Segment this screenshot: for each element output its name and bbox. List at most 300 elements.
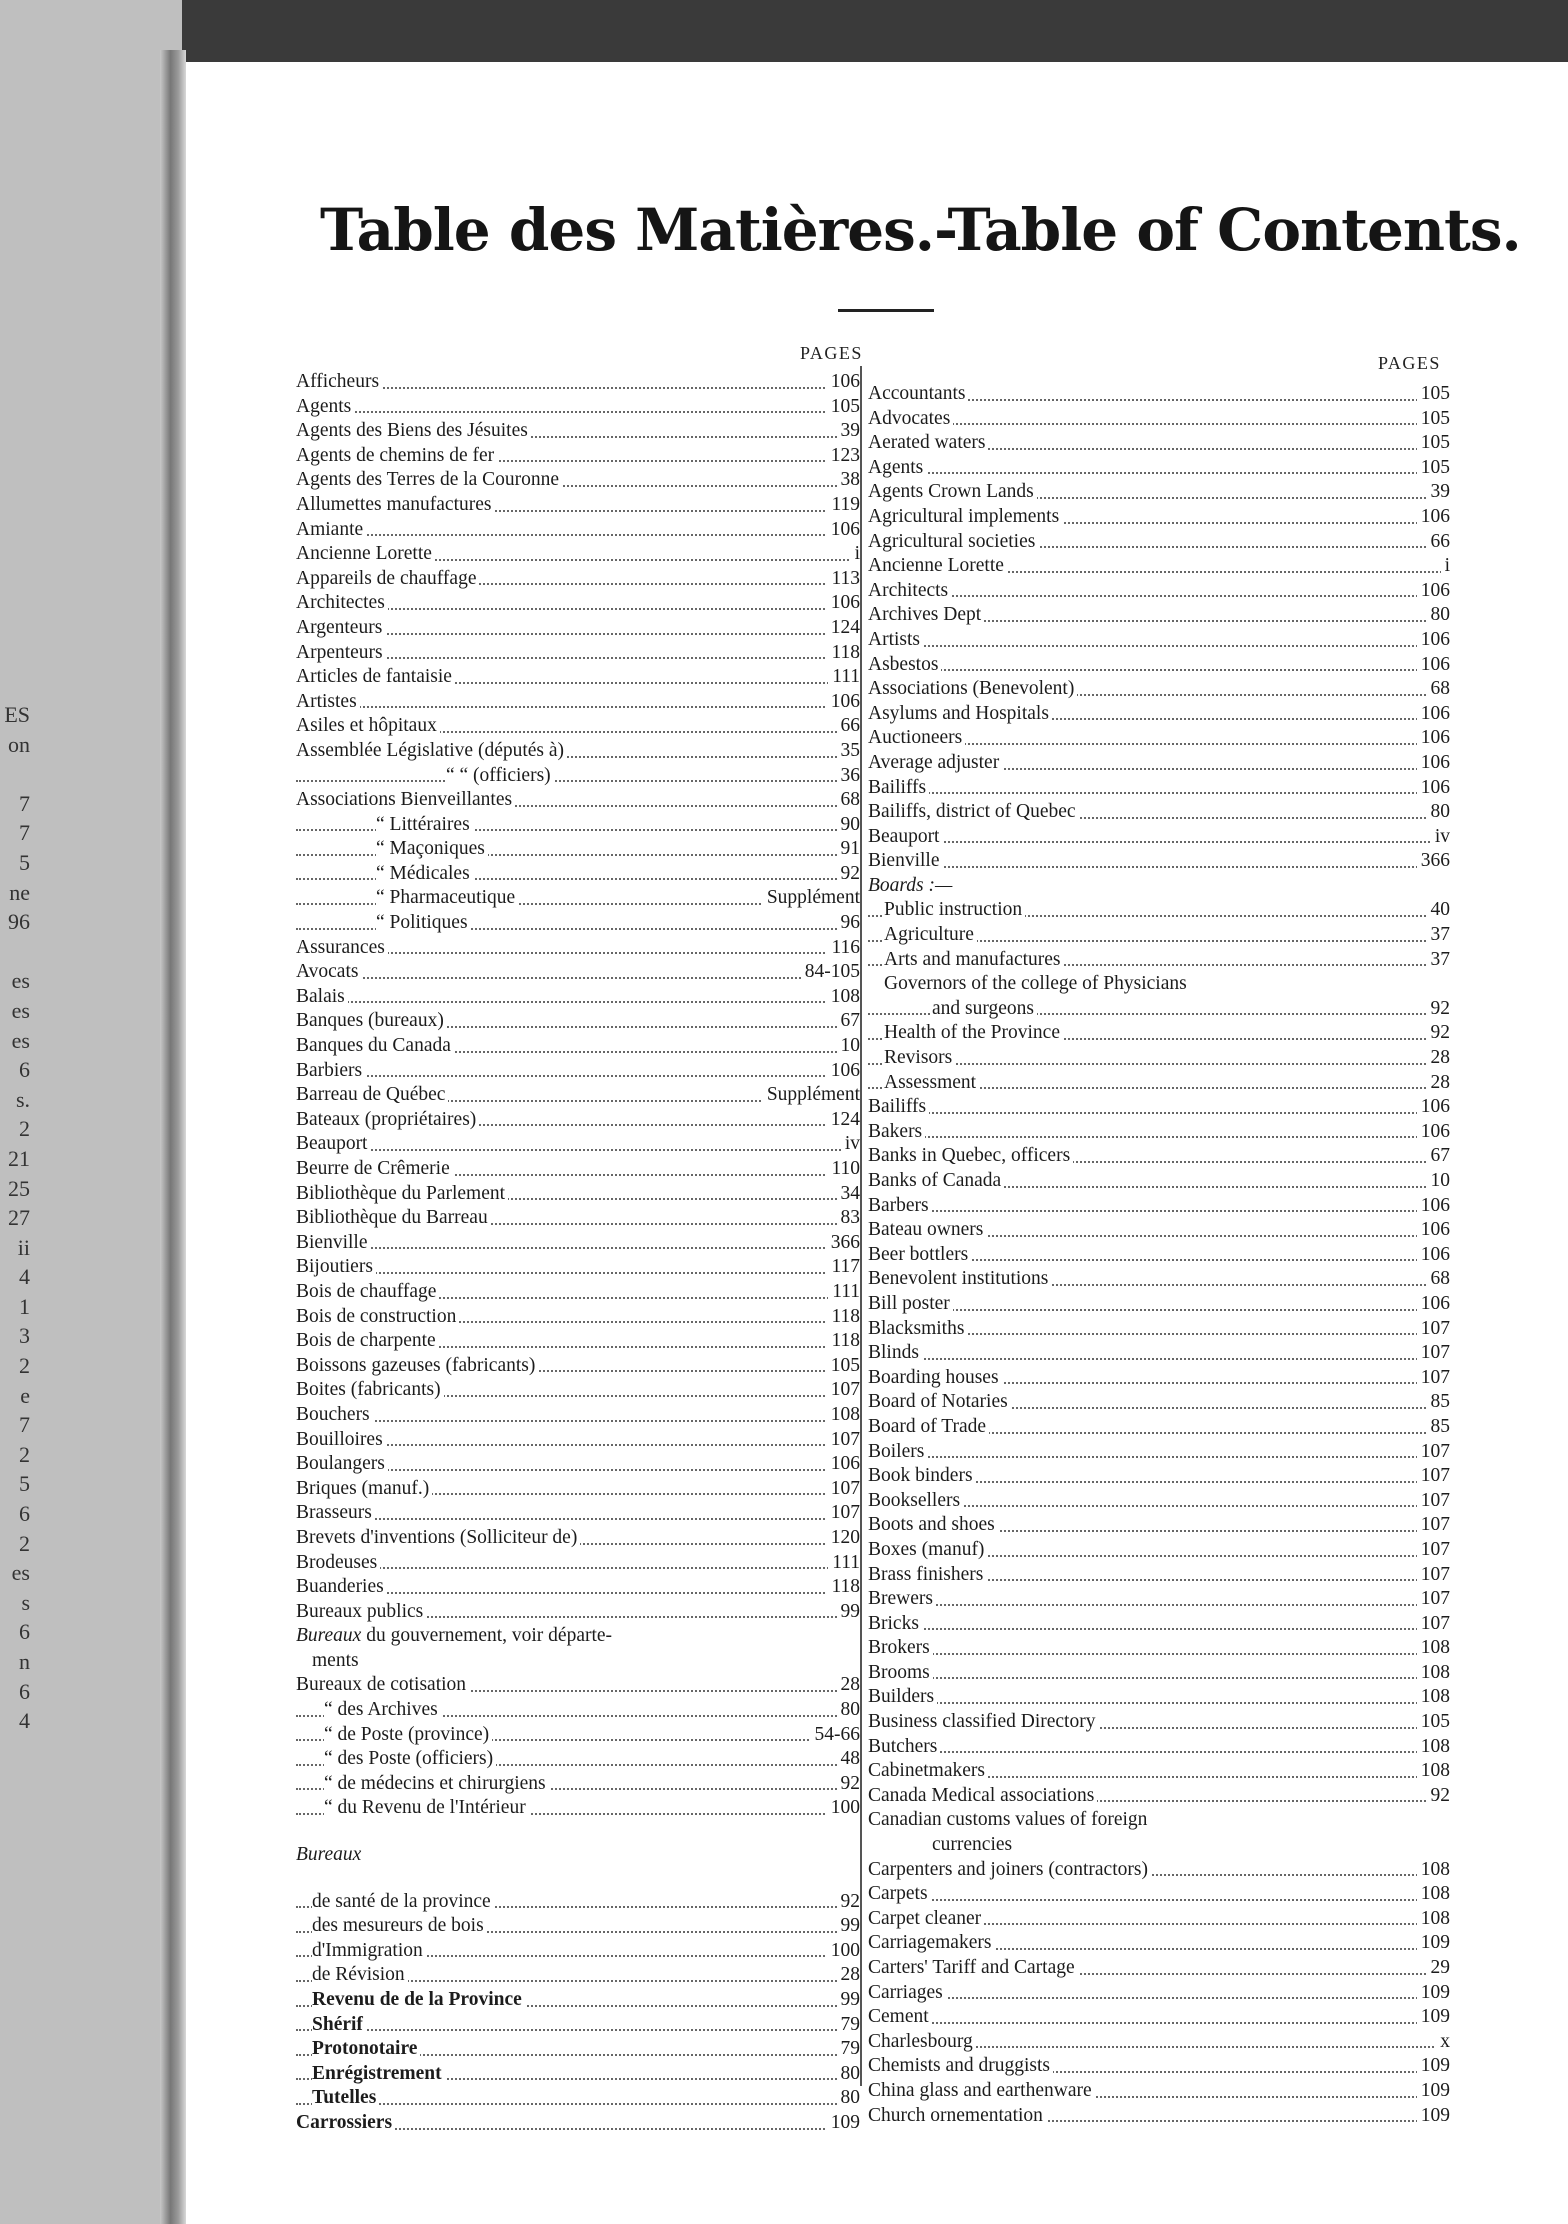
toc-entry xyxy=(296,493,860,518)
entry-label: Bijoutiers xyxy=(296,1256,376,1277)
toc-entry xyxy=(296,1988,860,2013)
toc-entry xyxy=(868,1464,1450,1489)
toc-entry xyxy=(296,1723,860,1748)
dot-leader xyxy=(868,1604,1450,1606)
entry-page: x xyxy=(1436,2030,1450,2055)
entry-label: Health of the Province xyxy=(884,1022,1063,1043)
entry-label: Blinds xyxy=(868,1342,922,1363)
toc-entry xyxy=(296,567,860,592)
entry-label: de Révision xyxy=(312,1964,408,1985)
entry-label: Agents des Biens des Jésuites xyxy=(296,420,531,441)
entry-label: Protonotaire xyxy=(312,2038,420,2059)
entry-label: Bureaux publics xyxy=(296,1601,426,1622)
toc-entry xyxy=(868,1538,1450,1563)
entry-label: Booksellers xyxy=(868,1490,963,1511)
facing-page-fragment: ES xyxy=(4,702,30,727)
entry-page: 109 xyxy=(827,2111,860,2136)
entry-page: 106 xyxy=(1417,505,1450,530)
dot-leader xyxy=(296,1001,860,1003)
entry-label: Bienville xyxy=(296,1232,371,1253)
entry-page: 105 xyxy=(1417,1710,1450,1735)
dot-leader xyxy=(296,1567,860,1569)
entry-label: Business classified Directory xyxy=(868,1711,1098,1732)
dot-leader xyxy=(868,1653,1450,1655)
toc-entry xyxy=(868,1071,1450,1096)
entry-label: Bienville xyxy=(868,850,943,871)
entry-label: Bois de charpente xyxy=(296,1330,439,1351)
dot-leader xyxy=(296,1272,860,1274)
toc-entry xyxy=(296,1526,860,1551)
entry-page: 99 xyxy=(837,1600,861,1625)
entry-label: de santé de la province xyxy=(312,1891,494,1912)
entry-label: Carrossiers xyxy=(296,2112,395,2133)
toc-entry xyxy=(868,407,1450,432)
toc-entry xyxy=(868,726,1450,751)
entry-label: Boots and shoes xyxy=(868,1514,998,1535)
dot-leader xyxy=(868,1997,1450,1999)
dot-leader xyxy=(868,423,1450,425)
entry-page: 106 xyxy=(1417,776,1450,801)
toc-entry xyxy=(868,1194,1450,1219)
toc-entry xyxy=(296,1157,860,1182)
entry-label: Charlesbourg xyxy=(868,2031,976,2052)
toc-entry xyxy=(868,1243,1450,1268)
entry-page: i xyxy=(1441,554,1450,579)
entry-label: Auctioneers xyxy=(868,727,965,748)
entry-page: 120 xyxy=(827,1526,860,1551)
entry-label: Chemists and druggists xyxy=(868,2055,1053,2076)
toc-entry xyxy=(296,1206,860,1231)
entry-page: 10 xyxy=(837,1034,861,1059)
facing-page-fragment: 4 xyxy=(19,1264,30,1290)
entry-page: 54-66 xyxy=(811,1723,861,1748)
toc-entry xyxy=(296,1575,860,1600)
toc-entry xyxy=(868,1735,1450,1760)
entry-page: 107 xyxy=(1417,1612,1450,1637)
entry-label: “ de médecins et chirurgiens xyxy=(324,1773,549,1794)
dot-leader xyxy=(296,1420,860,1422)
entry-page: 84-105 xyxy=(801,960,860,985)
entry-page: 83 xyxy=(837,1206,861,1231)
entry-page: 106 xyxy=(1417,579,1450,604)
dot-leader xyxy=(296,411,860,413)
toc-entry xyxy=(868,874,1450,899)
entry-page: 109 xyxy=(1417,2079,1450,2104)
entry-label: Banques (bureaux) xyxy=(296,1010,447,1031)
entry-label: Balais xyxy=(296,986,348,1007)
entry-page: 107 xyxy=(1417,1317,1450,1342)
entry-page: 107 xyxy=(827,1477,860,1502)
dot-leader xyxy=(868,645,1450,647)
toc-entry xyxy=(868,456,1450,481)
toc-entry xyxy=(868,1292,1450,1317)
facing-page-fragment: es xyxy=(11,997,30,1023)
entry-label: Arpenteurs xyxy=(296,642,386,663)
facing-page-edge xyxy=(0,0,182,2224)
entry-page: 119 xyxy=(827,493,860,518)
entry-page: 123 xyxy=(827,444,860,469)
entry-page: 106 xyxy=(1417,751,1450,776)
entry-page: 29 xyxy=(1427,1956,1451,1981)
toc-entry xyxy=(296,739,860,764)
entry-page: 37 xyxy=(1427,923,1451,948)
facing-page-fragment: 4 xyxy=(19,1708,30,1734)
entry-page: 79 xyxy=(837,2013,861,2038)
entry-label: Assemblée Législative (députés à) xyxy=(296,740,567,761)
entry-page: 100 xyxy=(827,1796,860,1821)
toc-entry xyxy=(868,1218,1450,1243)
toc-entry xyxy=(868,1759,1450,1784)
entry-label: Board of Trade xyxy=(868,1416,989,1437)
entry-page: 111 xyxy=(828,1280,860,1305)
toc-entry xyxy=(296,419,860,444)
dot-leader xyxy=(868,595,1450,597)
facing-page-fragment: es xyxy=(11,1027,30,1053)
entry-page: 96 xyxy=(837,911,861,936)
entry-page: 80 xyxy=(1427,603,1451,628)
entry-label: Advocates xyxy=(868,408,953,429)
toc-entry xyxy=(296,1843,860,1868)
entry-label: Agents de chemins de fer xyxy=(296,445,497,466)
toc-entry xyxy=(868,849,1450,874)
entry-page: 28 xyxy=(1427,1071,1451,1096)
facing-page-fragment: 6 xyxy=(19,1619,30,1645)
toc-entry xyxy=(296,690,860,715)
entry-label: Revisors xyxy=(884,1047,955,1068)
toc-entry xyxy=(868,1440,1450,1465)
dot-leader xyxy=(868,1063,1450,1065)
left-column-french-entries xyxy=(296,370,860,2136)
entry-page: 105 xyxy=(1417,407,1450,432)
toc-entry xyxy=(868,972,1450,997)
toc-entry xyxy=(296,1772,860,1797)
entry-label: Boulangers xyxy=(296,1453,388,1474)
entry-label: China glass and earthenware xyxy=(868,2080,1095,2101)
facing-page-fragment: 2 xyxy=(19,1353,30,1379)
facing-page-fragment: 5 xyxy=(19,849,30,875)
entry-label: “ “ (officiers) xyxy=(446,765,554,786)
entry-page: 66 xyxy=(1427,530,1451,555)
entry-label: “ Maçoniques xyxy=(376,838,488,859)
entry-label: Brasseurs xyxy=(296,1502,375,1523)
entry-page: 106 xyxy=(1417,702,1450,727)
facing-page-fragment: 25 xyxy=(8,1175,30,1201)
toc-entry xyxy=(868,1317,1450,1342)
toc-entry xyxy=(868,1120,1450,1145)
entry-page: 92 xyxy=(837,1890,861,1915)
toc-entry xyxy=(868,1390,1450,1415)
entry-page: 79 xyxy=(837,2037,861,2062)
entry-page: 10 xyxy=(1427,1169,1451,1194)
entry-label: Bibliothèque du Barreau xyxy=(296,1207,491,1228)
entry-page: 68 xyxy=(1427,677,1451,702)
toc-entry xyxy=(868,1784,1450,1809)
entry-label: Artists xyxy=(868,629,923,650)
toc-entry xyxy=(868,1685,1450,1710)
entry-label: Boarding houses xyxy=(868,1367,1002,1388)
dot-leader xyxy=(868,1309,1450,1311)
toc-entry xyxy=(868,1882,1450,1907)
entry-label: Argenteurs xyxy=(296,617,385,638)
entry-page: 107 xyxy=(1417,1489,1450,1514)
toc-entry xyxy=(868,923,1450,948)
toc-entry xyxy=(868,2054,1450,2079)
dot-leader xyxy=(868,792,1450,794)
entry-label: Butchers xyxy=(868,1736,940,1757)
entry-label: Brokers xyxy=(868,1637,933,1658)
entry-label: currencies xyxy=(932,1834,1015,1855)
toc-entry xyxy=(868,1858,1450,1883)
entry-page: 38 xyxy=(837,468,861,493)
entry-page: 116 xyxy=(827,936,860,961)
entry-label: Enrégistrement xyxy=(312,2063,445,2084)
entry-page: 35 xyxy=(837,739,861,764)
toc-entry xyxy=(296,1059,860,1084)
toc-entry xyxy=(868,1563,1450,1588)
dot-leader xyxy=(868,2022,1450,2024)
facing-page-fragment: ii xyxy=(17,1234,30,1260)
entry-page: 28 xyxy=(837,1673,861,1698)
toc-entry xyxy=(296,862,860,887)
toc-entry xyxy=(296,1890,860,1915)
book-gutter xyxy=(160,50,186,2224)
toc-entry xyxy=(868,1169,1450,1194)
toc-entry xyxy=(296,764,860,789)
toc-entry xyxy=(868,1366,1450,1391)
entry-page: 109 xyxy=(1417,2104,1450,2129)
entry-label: Revenu de de la Province xyxy=(312,1989,525,2010)
entry-page: 67 xyxy=(1427,1144,1451,1169)
entry-page: 107 xyxy=(1417,1538,1450,1563)
entry-label: Beer bottlers xyxy=(868,1244,971,1265)
toc-entry xyxy=(296,1182,860,1207)
entry-page: 92 xyxy=(837,862,861,887)
toc-entry xyxy=(868,1710,1450,1735)
entry-label: Asiles et hôpitaux xyxy=(296,715,440,736)
entry-label: Agents des Terres de la Couronne xyxy=(296,469,562,490)
toc-entry xyxy=(296,911,860,936)
entry-page: 92 xyxy=(1427,1021,1451,1046)
entry-page: 68 xyxy=(837,788,861,813)
entry-page: 118 xyxy=(827,641,860,666)
toc-entry xyxy=(296,2111,860,2136)
entry-page: 108 xyxy=(1417,1685,1450,1710)
entry-label: Bois de construction xyxy=(296,1306,459,1327)
facing-page-fragment: 3 xyxy=(19,1323,30,1349)
entry-label: Shérif xyxy=(312,2014,366,2035)
entry-page: 106 xyxy=(1417,1120,1450,1145)
toc-entry xyxy=(296,468,860,493)
entry-page: 113 xyxy=(827,567,860,592)
toc-entry xyxy=(868,776,1450,801)
toc-entry xyxy=(296,518,860,543)
entry-label: Aerated waters xyxy=(868,432,988,453)
entry-page: 108 xyxy=(1417,1882,1450,1907)
facing-page-fragment xyxy=(0,937,40,967)
entry-page: 107 xyxy=(1417,1440,1450,1465)
toc-entry xyxy=(296,1600,860,1625)
toc-entry xyxy=(868,1144,1450,1169)
facing-page-fragment: s. xyxy=(15,1086,30,1112)
entry-label: Ancienne Lorette xyxy=(868,555,1007,576)
entry-label: Bureaux de cotisation xyxy=(296,1674,469,1695)
entry-page: 111 xyxy=(828,1551,860,1576)
facing-page-fragment: 7 xyxy=(19,790,30,816)
dot-leader xyxy=(296,1518,860,1520)
dot-leader xyxy=(296,1149,860,1151)
entry-label: d'Immigration xyxy=(312,1940,426,1961)
entry-label: Accountants xyxy=(868,383,968,404)
facing-page-fragment: s xyxy=(21,1589,30,1615)
entry-page: 109 xyxy=(1417,2054,1450,2079)
entry-label: Assurances xyxy=(296,937,388,958)
toc-entry xyxy=(868,2079,1450,2104)
toc-entry xyxy=(868,948,1450,973)
entry-page: 90 xyxy=(837,813,861,838)
dot-leader xyxy=(868,866,1450,868)
entry-page: 66 xyxy=(837,714,861,739)
facing-page-fragment: 6 xyxy=(19,1057,30,1083)
entry-label: Afficheurs xyxy=(296,371,382,392)
entry-label: Architectes xyxy=(296,592,388,613)
entry-label: Bureaux du gouvernement, voir départe- xyxy=(296,1625,615,1646)
entry-label: Beurre de Crêmerie xyxy=(296,1158,453,1179)
entry-page: 111 xyxy=(828,665,860,690)
entry-page: 108 xyxy=(1417,1661,1450,1686)
entry-page: 80 xyxy=(837,2062,861,2087)
entry-label: Bureaux xyxy=(296,1844,364,1865)
entry-page: 106 xyxy=(1417,628,1450,653)
entry-page: 85 xyxy=(1427,1390,1451,1415)
toc-entry xyxy=(296,1914,860,1939)
entry-label: Allumettes manufactures xyxy=(296,494,494,515)
title-rule xyxy=(838,309,934,312)
facing-page-fragment: 6 xyxy=(19,1678,30,1704)
entry-page: i xyxy=(851,542,860,567)
toc-entry xyxy=(868,898,1450,923)
entry-page: 109 xyxy=(1417,1931,1450,1956)
toc-entry xyxy=(868,702,1450,727)
entry-page: 67 xyxy=(837,1009,861,1034)
entry-page: 92 xyxy=(837,1772,861,1797)
entry-label: Bailiffs, district of Quebec xyxy=(868,801,1079,822)
entry-page: 68 xyxy=(1427,1267,1451,1292)
entry-label: Brass finishers xyxy=(868,1564,986,1585)
entry-page: 109 xyxy=(1417,2005,1450,2030)
entry-label: Canadian customs values of foreign xyxy=(868,1809,1150,1830)
toc-entry xyxy=(296,1009,860,1034)
dot-leader xyxy=(868,1751,1450,1753)
facing-page-fragment: e xyxy=(20,1382,30,1408)
entry-page: 92 xyxy=(1427,1784,1451,1809)
dot-leader xyxy=(868,1677,1450,1679)
entry-label: Banks in Quebec, officers xyxy=(868,1145,1073,1166)
entry-page: 36 xyxy=(837,764,861,789)
dot-leader xyxy=(868,1456,1450,1458)
entry-label: Buanderies xyxy=(296,1576,387,1597)
entry-page: 108 xyxy=(1417,1907,1450,1932)
toc-entry xyxy=(296,1477,860,1502)
entry-page: 106 xyxy=(827,518,860,543)
entry-page: 99 xyxy=(837,1988,861,2013)
entry-page: 108 xyxy=(1417,1858,1450,1883)
toc-entry xyxy=(296,2037,860,2062)
toc-entry xyxy=(296,837,860,862)
toc-entry xyxy=(868,1341,1450,1366)
entry-label: Briques (manuf.) xyxy=(296,1478,432,1499)
entry-page: 99 xyxy=(837,1914,861,1939)
entry-label: Brewers xyxy=(868,1588,936,1609)
toc-entry xyxy=(868,530,1450,555)
toc-entry xyxy=(296,1034,860,1059)
entry-label: Banks of Canada xyxy=(868,1170,1004,1191)
facing-page-fragment: 1 xyxy=(19,1293,30,1319)
entry-page: 80 xyxy=(837,2086,861,2111)
toc-entry xyxy=(296,985,860,1010)
entry-page: 80 xyxy=(1427,800,1451,825)
entry-page: 106 xyxy=(827,591,860,616)
toc-entry xyxy=(868,2030,1450,2055)
entry-page: 105 xyxy=(827,395,860,420)
entry-label: Boissons gazeuses (fabricants) xyxy=(296,1355,538,1376)
toc-entry xyxy=(868,1046,1450,1071)
entry-page: 100 xyxy=(827,1939,860,1964)
entry-label: Builders xyxy=(868,1686,937,1707)
entry-label: Boilers xyxy=(868,1441,927,1462)
dot-leader xyxy=(868,1702,1450,1704)
facing-page-fragments xyxy=(0,700,40,1736)
entry-label: Beauport xyxy=(296,1133,370,1154)
dot-leader xyxy=(868,1210,1450,1212)
facing-page-fragment: 96 xyxy=(8,909,30,935)
entry-label: Agricultural implements xyxy=(868,506,1062,527)
toc-entry xyxy=(296,2086,860,2111)
entry-label: Agents xyxy=(868,457,926,478)
entry-label: “ de Poste (province) xyxy=(324,1724,492,1745)
entry-page: 107 xyxy=(1417,1563,1450,1588)
entry-label: Bibliothèque du Parlement xyxy=(296,1183,508,1204)
entry-label: “ des Archives xyxy=(324,1699,441,1720)
toc-entry xyxy=(296,1305,860,1330)
entry-page: 39 xyxy=(837,419,861,444)
entry-page: 107 xyxy=(827,1428,860,1453)
entry-label: “ du Revenu de l'Intérieur xyxy=(324,1797,529,1818)
left-column-header: PAGES xyxy=(800,343,863,363)
entry-label: Beauport xyxy=(868,826,942,847)
entry-label: Agriculture xyxy=(884,924,977,945)
dot-leader xyxy=(296,706,860,708)
entry-page: 108 xyxy=(1417,1735,1450,1760)
toc-entry xyxy=(296,1428,860,1453)
entry-page: 366 xyxy=(1417,849,1450,874)
entry-label: Carpenters and joiners (contractors) xyxy=(868,1859,1151,1880)
entry-page: 106 xyxy=(1417,1095,1450,1120)
toc-entry xyxy=(868,1981,1450,2006)
entry-page: 107 xyxy=(827,1501,860,1526)
entry-page: 28 xyxy=(837,1963,861,1988)
entry-label: Public instruction xyxy=(884,899,1025,920)
entry-page: 108 xyxy=(1417,1759,1450,1784)
toc-entry xyxy=(296,395,860,420)
entry-page: 107 xyxy=(1417,1464,1450,1489)
entry-label: Barbers xyxy=(868,1195,932,1216)
entry-page: 118 xyxy=(827,1329,860,1354)
dot-leader xyxy=(868,1112,1450,1114)
entry-label: Blacksmiths xyxy=(868,1318,967,1339)
entry-label: Associations (Benevolent) xyxy=(868,678,1077,699)
toc-entry xyxy=(296,1083,860,1108)
entry-page: 108 xyxy=(827,985,860,1010)
